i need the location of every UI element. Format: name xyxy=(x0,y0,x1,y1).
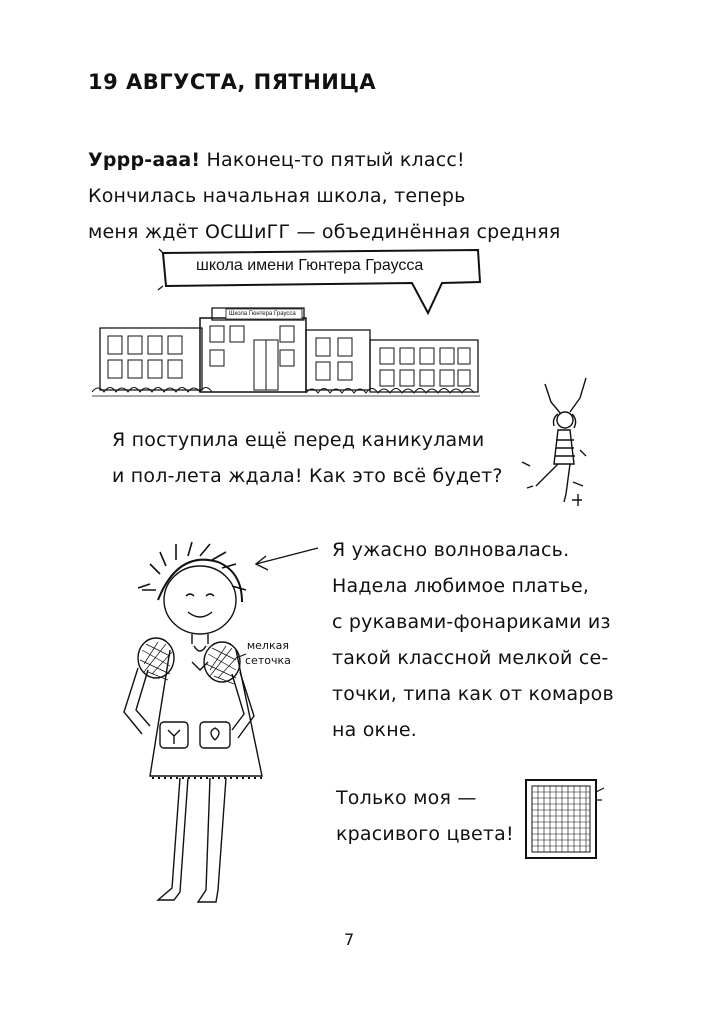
intro-line-2: Кончилась начальная школа, теперь xyxy=(88,185,466,207)
paragraph-color-line-2: красивого цвета! xyxy=(336,823,514,845)
paragraph-dress-line-4: такой классной мелкой се- xyxy=(332,647,609,669)
page-number: 7 xyxy=(344,930,355,949)
paragraph-dress-line-2: Надела любимое платье, xyxy=(332,575,590,597)
mesh-note-line-2: сеточка xyxy=(245,654,291,667)
mesh-note-line-1: мелкая xyxy=(246,639,289,652)
paragraph-waiting-line-2: и пол-лета ждала! Как это всё будет? xyxy=(112,465,503,487)
paragraph-color-line-1: Только моя — xyxy=(336,787,477,809)
paragraph-dress-line-1: Я ужасно волновалась. xyxy=(332,539,570,561)
paragraph-dress-line-5: точки, типа как от комаров xyxy=(332,683,614,705)
building-sign: Школа Гюнтера Граусса xyxy=(229,311,296,317)
intro-exclaim: Уррр-ааа! xyxy=(88,149,201,171)
paragraph-waiting-line-1: Я поступила ещё перед каникулами xyxy=(112,429,485,451)
intro-line-1-rest: Наконец-то пятый класс! xyxy=(200,149,465,171)
intro-line-3: меня ждёт ОСШиГГ — объединённая средняя xyxy=(88,221,561,243)
chapter-heading: 19 АВГУСТА, ПЯТНИЦА xyxy=(88,70,377,94)
banner-text: школа имени Гюнтера Граусса xyxy=(196,257,424,274)
paragraph-dress-line-6: на окне. xyxy=(332,719,417,741)
paragraph-dress-line-3: с рукавами-фонариками из xyxy=(332,611,611,633)
